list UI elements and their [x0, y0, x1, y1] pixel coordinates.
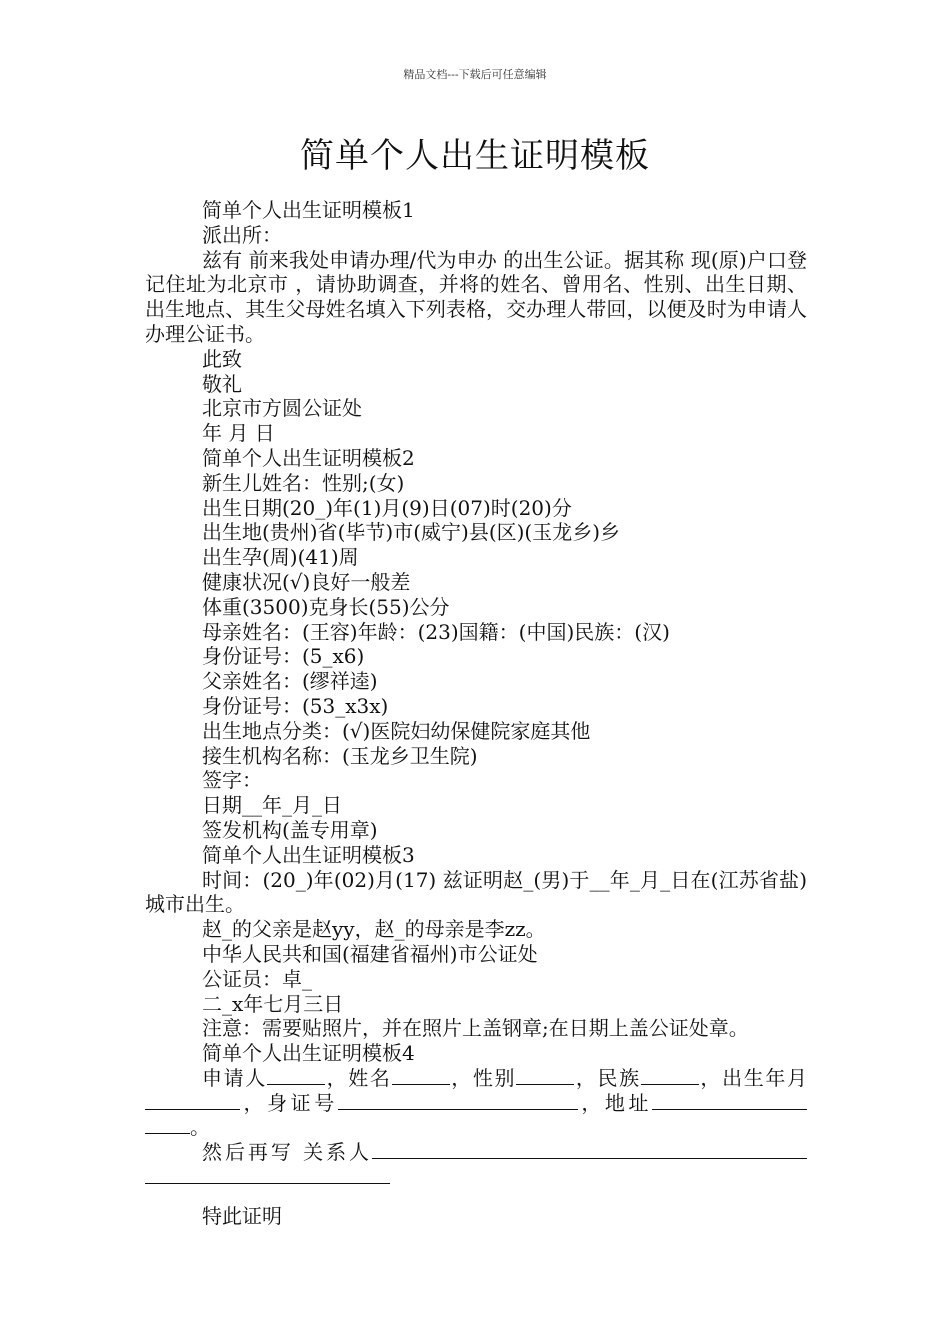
- ethnicity-label: ，民族: [574, 1065, 641, 1090]
- template2-line: 父亲姓名：(缪祥逵): [202, 669, 378, 694]
- relation-label: 然后再写 关系人: [202, 1140, 372, 1165]
- template2-heading: 简单个人出生证明模板2: [202, 445, 415, 470]
- spacer: [145, 1190, 807, 1204]
- template3-line: 二_x年七月三日: [202, 991, 344, 1016]
- template3-body: 时间：(20_)年(02)月(17) 兹证明赵_(男)于__年_月_日在(江苏省盐)城市出生。: [145, 867, 807, 917]
- gender-label: ，性别: [449, 1065, 517, 1090]
- applicant-label: 申请人: [202, 1065, 267, 1090]
- end-mark: 。: [190, 1115, 210, 1140]
- template1-issuer: 北京市方圆公证处: [202, 396, 362, 421]
- id-label: ，身证号: [240, 1090, 338, 1115]
- applicant-blank: [267, 1066, 325, 1085]
- template4-form-fields: [145, 1066, 807, 1140]
- id-blank: [338, 1091, 578, 1110]
- birth-blank: [145, 1091, 240, 1110]
- template1-date: 年 月 日: [202, 421, 275, 446]
- template2-line: 身份证号：(53_x3x): [202, 693, 389, 718]
- template2-line: 日期__年_月_日: [202, 793, 342, 818]
- template1-body: 兹有 前来我处申请办理/代为申办 的出生公证。据其称 现(原)户口登记住址为北京市 ，请协助调查，并将的姓名、曾用名、性别、出生日期、出生地点、其生父母姓名填入下列表格，交办理人带回，以便及时为申请人办理公证书。: [145, 247, 807, 346]
- template1-recipient: 派出所：: [202, 222, 282, 247]
- document-title: 简单个人出生证明模板: [300, 136, 650, 176]
- address-blank-continued: [145, 1115, 190, 1134]
- template3-line: 注意：需要贴照片，并在照片上盖钢章;在日期上盖公证处章。: [202, 1016, 749, 1041]
- address-blank: [652, 1091, 807, 1110]
- gender-blank: [516, 1066, 574, 1085]
- template2-line: 新生儿姓名：性别;(女): [202, 470, 405, 495]
- template3-line: 中华人民共和国(福建省福州)市公证处: [202, 941, 538, 966]
- document-body: [145, 198, 807, 1229]
- template2-line: 签字：: [202, 768, 262, 793]
- template2-line: 出生孕(周)(41)周: [202, 545, 359, 570]
- address-label: ，地址: [577, 1090, 653, 1115]
- template4-relation: [145, 1140, 807, 1190]
- relation-blank-continued: [145, 1165, 390, 1184]
- template1-closing-2: 敬礼: [202, 371, 242, 396]
- template2-line: 体重(3500)克身长(55)公分: [202, 594, 450, 619]
- template2-line: 母亲姓名：(王容)年龄：(23)国籍：(中国)民族：(汉): [202, 619, 670, 644]
- name-blank: [392, 1066, 450, 1085]
- template1-heading: 简单个人出生证明模板1: [202, 198, 415, 222]
- template2-line: 出生地点分类：(√)医院妇幼保健院家庭其他: [202, 718, 591, 743]
- name-label: ，姓名: [324, 1065, 392, 1090]
- template2-line: 出生日期(20_)年(1)月(9)日(07)时(20)分: [202, 495, 572, 520]
- template2-line: 签发机构(盖专用章): [202, 817, 378, 842]
- ethnicity-blank: [641, 1066, 699, 1085]
- template3-heading: 简单个人出生证明模板3: [202, 842, 415, 867]
- template3-line: 公证员：卓_: [202, 966, 312, 991]
- template4-heading: 简单个人出生证明模板4: [202, 1041, 415, 1066]
- template2-line: 健康状况(√)良好一般差: [202, 569, 411, 594]
- template4-closing: 特此证明: [202, 1203, 282, 1228]
- template2-line: 接生机构名称：(玉龙乡卫生院): [202, 743, 478, 768]
- birth-label: ，出生年月: [698, 1065, 808, 1090]
- header-note: 精品文档---下载后可任意编辑: [403, 68, 547, 81]
- relation-blank: [372, 1140, 807, 1159]
- template2-line: 身份证号：(5_x6): [202, 644, 365, 669]
- template1-closing-1: 此致: [202, 346, 242, 371]
- template3-line: 赵_的父亲是赵yy，赵_的母亲是李zz。: [202, 917, 546, 942]
- template2-line: 出生地(贵州)省(毕节)市(威宁)县(区)(玉龙乡)乡: [202, 520, 621, 545]
